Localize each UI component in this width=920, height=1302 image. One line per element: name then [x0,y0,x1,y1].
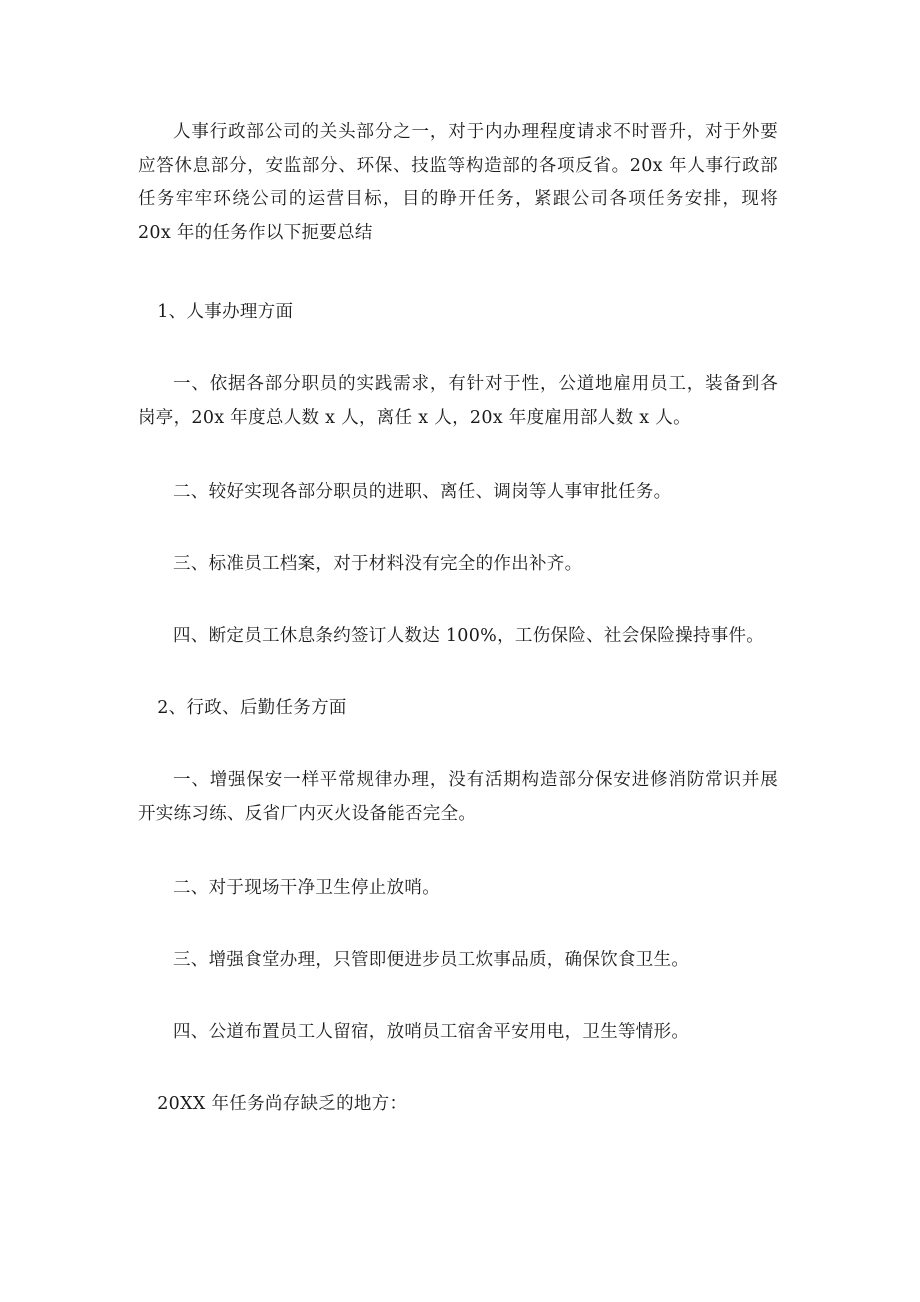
admin-item-4: 四、公道布置员工人留宿，放哨员工宿舍平安用电，卫生等情形。 [173,1022,690,1042]
section-heading-personnel: 1、人事办理方面 [157,302,294,322]
personnel-item-1: 一、依据各部分职员的实践需求，有针对于性，公道地雇用员工，装备到各岗亭，20x 年度总人数 x 人，离任 x 人，20x 年度雇用部人数 x 人。 [138,374,778,428]
personnel-item-3: 三、标准员工档案，对于材料没有完全的作出补齐。 [173,554,583,574]
admin-item-3: 三、增强食堂办理，只管即便进步员工炊事品质，确保饮食卫生。 [173,950,690,970]
section-heading-admin-logistics: 2、行政、后勤任务方面 [157,698,347,718]
admin-item-2: 二、对于现场干净卫生停止放哨。 [173,878,440,898]
personnel-item-4: 四、断定员工休息条约签订人数达 100%，工伤保险、社会保险操持事件。 [173,626,765,646]
intro-paragraph: 人事行政部公司的关头部分之一，对于内办理程度请求不时晋升，对于外要应答休息部分，安监部分、环保、技监等构造部的各项反省。20x 年人事行政部任务牢牢环绕公司的运营目标，目的睁开任务，紧跟公司各项任务安排，现将 20x 年的任务作以下扼要总结 [138,122,778,243]
personnel-item-2: 二、较好实现各部分职员的进职、离任、调岗等人事审批任务。 [173,482,672,502]
shortcomings-heading: 20XX 年任务尚存缺乏的地方： [157,1094,408,1114]
admin-item-1: 一、增强保安一样平常规律办理，没有活期构造部分保安进修消防常识并展开实练习练、反省厂内灭火设备能否完全。 [138,770,778,824]
